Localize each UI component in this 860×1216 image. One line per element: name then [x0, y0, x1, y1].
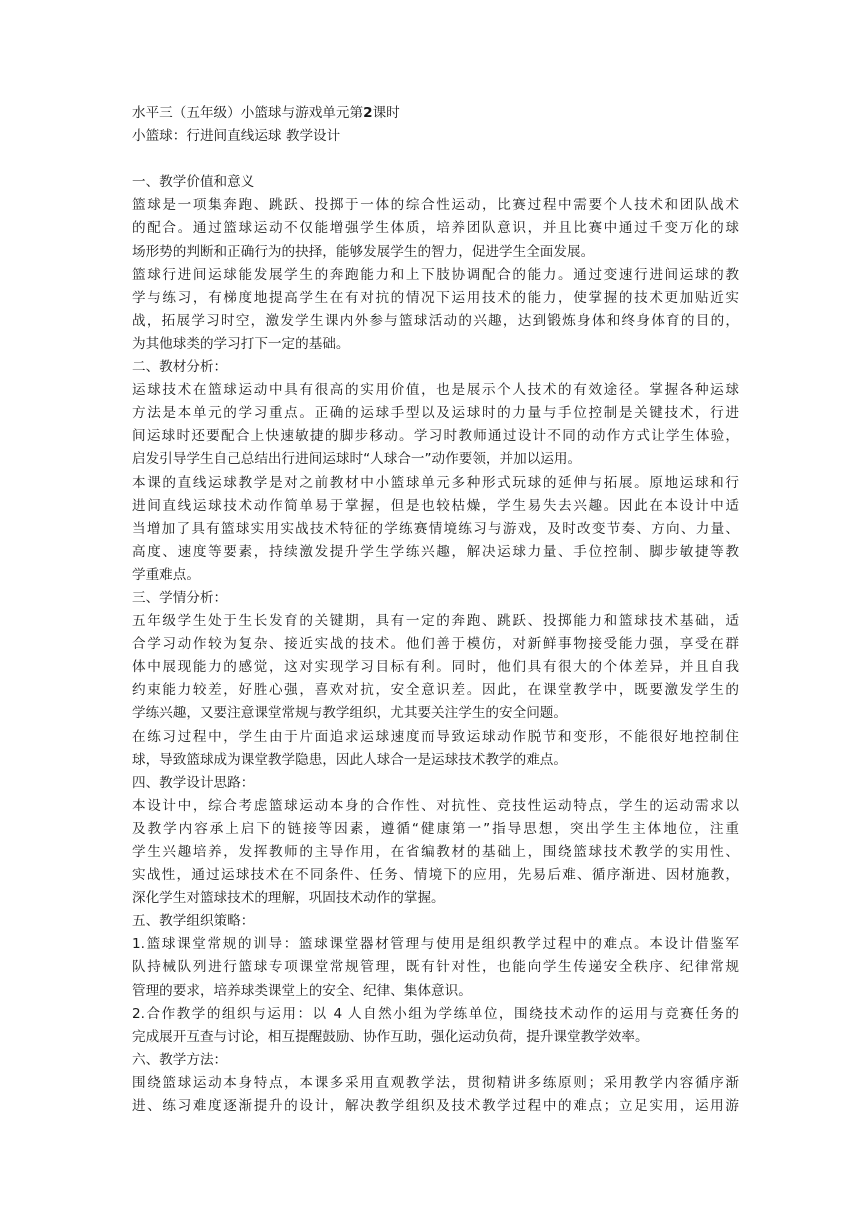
paragraph-line: 本课的直线运球教学是对之前教材中小篮球单元多种形式玩球的延伸与拓展。原地运球和行: [132, 474, 739, 491]
section-teaching-methods: [132, 1049, 739, 1118]
doc-title-part: 课时: [372, 105, 400, 121]
paragraph-line: 进间直线运球技术动作简单易于掌握，但是也较枯燥，学生易失去兴趣。因此在本设计中适: [132, 497, 739, 514]
section-teaching-value: [132, 171, 739, 356]
paragraph-line: 体中展现能力的感觉，这对实现学习目标有利。同时，他们具有很大的个体差异，并且自我: [132, 659, 739, 676]
paragraph-line: 战，拓展学习时空，激发学生课内外参与篮球活动的兴趣，达到锻炼身体和终身体育的目的，: [132, 312, 739, 329]
lesson-number: 2: [363, 105, 373, 121]
paragraph-line: 学练兴趣，又要注意课堂常规与教学组织，尤其要关注学生的安全问题。: [132, 705, 567, 722]
paragraph-line: 1.篮球课堂常规的训导：篮球课堂器材管理与使用是组织教学过程中的难点。本设计借鉴军: [132, 936, 739, 953]
section-material-analysis: [132, 356, 739, 587]
paragraph-line: 的配合。通过篮球运动不仅能增强学生体质，培养团队意识，并且比赛中通过千变万化的球: [132, 220, 739, 237]
paragraph-line: 队持械队列进行篮球专项课堂常规管理，既有针对性，也能向学生传递安全秩序、纪律常规: [132, 959, 739, 976]
paragraph-line: 完成展开互查与讨论，相互提醒鼓励、协作互助，强化运动负荷，提升课堂教学效率。: [132, 1028, 649, 1045]
paragraph-line: 2.合作教学的组织与运用：以 4 人自然小组为学练单位，围绕技术动作的运用与竞赛任务的: [132, 1005, 739, 1022]
paragraph-line: 学重难点。: [132, 566, 200, 583]
paragraph-line: 实战性，通过运球技术在不同条件、任务、情境下的应用，先易后难、循序渐进、因材施教，: [132, 867, 739, 884]
section-heading: 六、教学方法：: [132, 1051, 228, 1068]
section-heading: 三、学情分析：: [132, 589, 228, 606]
paragraph-line: 学生兴趣培养，发挥教师的主导作用，在省编教材的基础上，围绕篮球技术教学的实用性、: [132, 844, 739, 860]
paragraph-line: 间运球时还要配合上快速敏捷的脚步移动。学习时教师通过设计不同的动作方式让学生体验，: [132, 428, 739, 445]
paragraph-line: 球，导致篮球成为课堂教学隐患，因此人球合一是运球技术教学的难点。: [132, 751, 567, 768]
paragraph-line: 篮球行进间运球能发展学生的奔跑能力和上下肢协调配合的能力。通过变速行进间运球的教: [132, 266, 739, 283]
document-page: [132, 102, 739, 1118]
section-heading: 五、教学组织策略：: [132, 913, 255, 930]
paragraph-line: 深化学生对篮球技术的理解，巩固技术动作的掌握。: [132, 890, 445, 907]
paragraph-line: 当增加了具有篮球实用实战技术特征的学练赛情境练习与游戏，及时改变节奏、方向、力量、: [132, 520, 739, 537]
section-organization-strategy: [132, 910, 739, 1049]
paragraph-line: 围绕篮球运动本身特点，本课多采用直观教学法，贯彻精讲多练原则；采用教学内容循序渐: [132, 1074, 739, 1091]
section-heading: 四、教学设计思路：: [132, 774, 255, 791]
paragraph-line: 场形势的判断和正确行为的抉择，能够发展学生的智力，促进学生全面发展。: [132, 243, 595, 260]
doc-title-part: 水平三（五年级）小篮球与游戏单元第: [132, 105, 364, 121]
paragraph-line: 约束能力较差，好胜心强，喜欢对抗，安全意识差。因此，在课堂教学中，既要激发学生的: [132, 682, 739, 699]
paragraph-line: 高度、速度等要素，持续激发提升学生学练兴趣，解决运球力量、手位控制、脚步敏捷等教: [132, 543, 739, 560]
paragraph-line: 管理的要求，培养球类课堂上的安全、纪律、集体意识。: [132, 982, 472, 999]
paragraph-line: 为其他球类的学习打下一定的基础。: [132, 335, 350, 352]
paragraph-line: 方法是本单元的学习重点。正确的运球手型以及运球时的力量与手位控制是关键技术，行进: [132, 405, 739, 422]
paragraph-line: 在练习过程中，学生由于片面追求运球速度而导致运球动作脱节和变形，不能很好地控制住: [132, 728, 739, 745]
paragraph-line: 合学习动作较为复杂、接近实战的技术。他们善于模仿，对新鲜事物接受能力强，享受在群: [132, 636, 739, 653]
paragraph-line: 学与练习，有梯度地提高学生在有对抗的情况下运用技术的能力，使掌握的技术更加贴近实: [132, 289, 739, 306]
paragraph-line: 运球技术在篮球运动中具有很高的实用价值，也是展示个人技术的有效途径。掌握各种运球: [132, 382, 739, 399]
paragraph-line: 及教学内容承上启下的链接等因素，遵循“健康第一”指导思想，突出学生主体地位，注重: [132, 820, 739, 837]
doc-title: [132, 102, 739, 125]
doc-subtitle: 小篮球：行进间直线运球 教学设计: [132, 128, 341, 145]
paragraph-line: 启发引导学生自己总结出行进间运球时“人球合一”动作要领，并加以运用。: [132, 451, 582, 468]
section-heading: 二、教材分析：: [132, 359, 228, 376]
paragraph-line: 五年级学生处于生长发育的关键期，具有一定的奔跑、跳跃、投掷能力和篮球技术基础，适: [132, 613, 739, 630]
paragraph-line: 进、练习难度逐渐提升的设计，解决教学组织及技术教学过程中的难点；立足实用，运用游: [132, 1098, 739, 1115]
section-learner-analysis: [132, 587, 739, 772]
paragraph-line: 本设计中，综合考虑篮球运动本身的合作性、对抗性、竞技性运动特点，学生的运动需求以: [132, 797, 739, 814]
blank-line: [132, 148, 739, 171]
section-design-thinking: [132, 772, 739, 911]
paragraph-line: 篮球是一项集奔跑、跳跃、投掷于一体的综合性运动，比赛过程中需要个人技术和团队战术: [132, 197, 739, 214]
section-heading: 一、教学价值和意义: [132, 174, 255, 191]
